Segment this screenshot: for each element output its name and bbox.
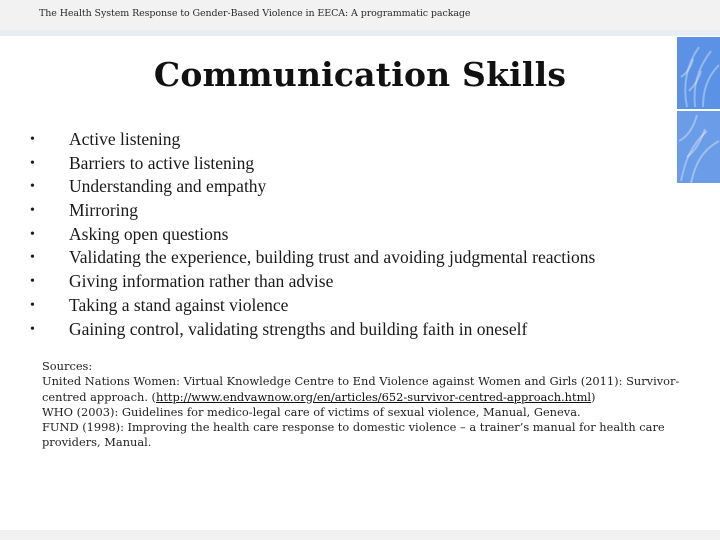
list-item [30,294,595,318]
list-item [30,318,595,342]
un-laurel-pattern-icon [677,111,720,183]
source-who: WHO (2003): Guidelines for medico-legal care of victims of sexual violence, Manual, Geneva. [42,404,581,419]
decorative-blue-tile-bottom [677,111,720,183]
bullet-glyph: • [30,297,35,313]
bullet-list [30,128,595,341]
source-un-women-text: United Nations Women: Virtual Knowledge Centre to End Violence against Women and Girls (2011): Survivor-centred approach. ( [42,374,680,404]
slide-title: Communication Skills [153,55,567,94]
bullet-glyph: • [30,179,35,195]
bullet-glyph: • [30,226,35,242]
bullet-glyph: • [30,250,35,266]
list-item-text: Mirroring [69,200,139,221]
list-item-text: Gaining control, validating strengths and building faith in oneself [69,318,528,339]
list-item-text: Barriers to active listening [69,152,255,173]
list-item [30,128,595,152]
bullet-glyph: • [30,132,35,147]
list-item-text: Active listening [69,129,181,149]
list-item-text: Giving information rather than advise [69,271,334,292]
footer-band [0,530,720,540]
bullet-glyph: • [30,155,35,171]
list-item-text: Understanding and empathy [69,176,267,197]
list-item [30,152,595,176]
list-item [30,175,595,199]
list-item [30,223,595,247]
list-item-text: Asking open questions [69,223,229,244]
list-item [30,246,595,270]
source-un-women-suffix: ) [591,389,596,404]
list-item-text: Taking a stand against violence [69,294,289,315]
sources-heading: Sources: [42,359,93,373]
header-band [0,0,720,30]
bullet-glyph: • [30,274,35,290]
source-fund: FUND (1998): Improving the health care response to domestic violence – a trainer’s manual for health care providers, Manual. [42,420,665,450]
bullet-glyph: • [30,203,35,219]
list-item [30,199,595,223]
list-item-text: Validating the experience, building trust and avoiding judgmental reactions [69,247,596,268]
bullet-glyph: • [30,321,35,337]
header-divider [0,30,720,36]
header-title: The Health System Response to Gender-Based Violence in EECA: A programmatic package [39,8,471,19]
sources-block [42,359,682,451]
list-item [30,270,595,294]
source-un-women [42,374,682,405]
source-un-women-link[interactable]: http://www.endvawnow.org/en/articles/652-survivor-centred-approach.html [156,389,592,404]
